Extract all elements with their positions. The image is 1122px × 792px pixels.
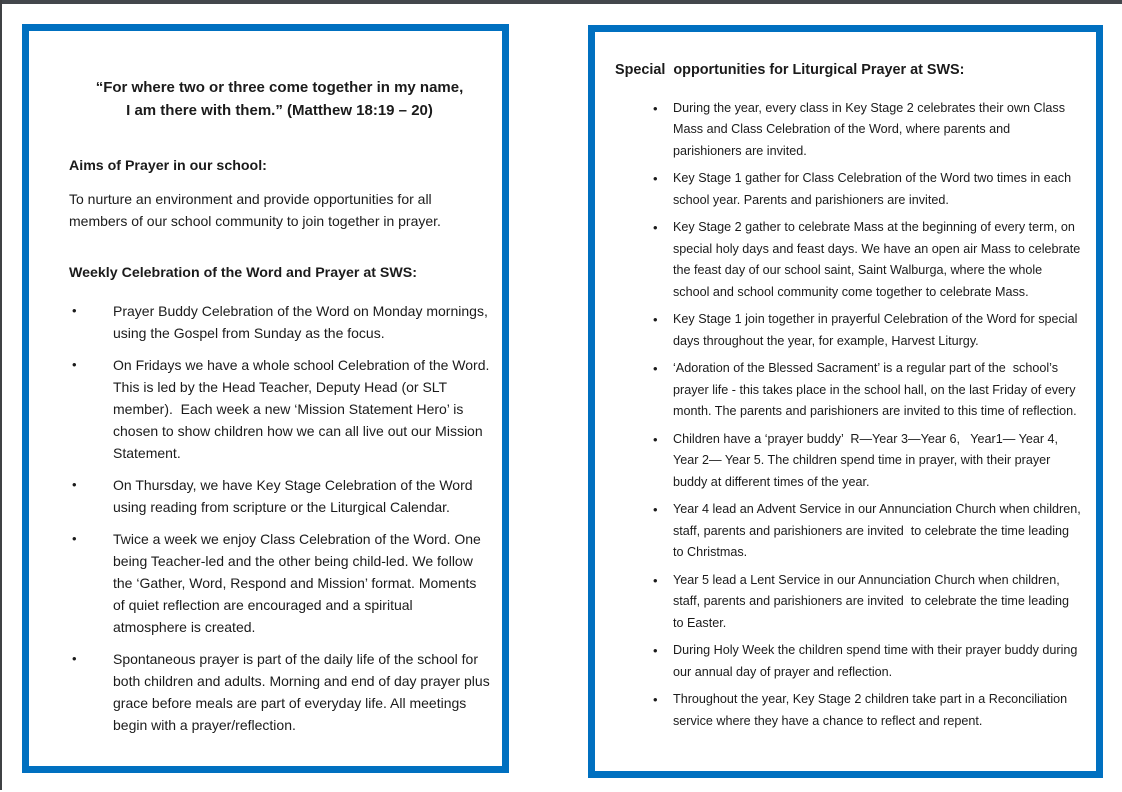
page-right bbox=[588, 25, 1103, 778]
list-item bbox=[615, 499, 1085, 564]
special-opportunities-heading: Special opportunities for Liturgical Prayer at SWS: bbox=[615, 62, 965, 78]
list-item-text: ‘Adoration of the Blessed Sacrament’ is a regular part of the school’s prayer life - this takes place in the school hall, on the last Friday of every month. The parents and parishioners are invited to this time of reflection. bbox=[673, 361, 1083, 418]
aims-paragraph: To nurture an environment and provide opportunities for all members of our school community to join together in prayer. bbox=[69, 191, 441, 229]
list-item-text: On Thursday, we have Key Stage Celebration of the Word using reading from scripture or the Liturgical Calendar. bbox=[113, 477, 477, 515]
bullet-icon: • bbox=[72, 357, 77, 372]
scripture-quote-line-1: “For where two or three come together in my name, bbox=[95, 79, 464, 96]
list-item-text: Spontaneous prayer is part of the daily life of the school for both children and adults. Morning and end of day prayer plus grace before meals are part of everyday life. All meetings begin with a prayer/reflection. bbox=[113, 651, 494, 733]
list-item bbox=[615, 98, 1082, 163]
bullet-icon: • bbox=[653, 220, 658, 235]
scripture-quote bbox=[71, 76, 488, 122]
window-left-edge bbox=[0, 0, 2, 790]
bullet-icon: • bbox=[653, 572, 658, 588]
bullet-icon: • bbox=[653, 692, 658, 707]
scripture-quote-line-2: I am there with them.” (Matthew 18:19 – 20) bbox=[126, 102, 433, 119]
list-item-text: During Holy Week the children spend time with their prayer buddy during our annual day of prayer and reflection. bbox=[673, 643, 1081, 679]
aims-heading: Aims of Prayer in our school: bbox=[69, 158, 267, 174]
list-item bbox=[69, 300, 490, 344]
window-top-edge bbox=[0, 0, 1122, 4]
list-item bbox=[615, 689, 1082, 732]
list-item-text: Key Stage 1 join together in prayerful Celebration of the Word for special days throughout the year, for example, Harvest Liturgy. bbox=[673, 312, 1081, 348]
weekly-bullet-list bbox=[69, 300, 494, 736]
list-item-text: Prayer Buddy Celebration of the Word on Monday mornings, using the Gospel from Sunday as the focus. bbox=[113, 303, 492, 341]
bullet-icon: • bbox=[653, 643, 658, 658]
page-left-content bbox=[29, 31, 502, 736]
page-right-content bbox=[595, 32, 1096, 732]
list-item bbox=[615, 640, 1082, 683]
list-item-text: During the year, every class in Key Stage 2 celebrates their own Class Mass and Class Celebration of the Word, where parents and parishioners are invited. bbox=[673, 100, 1069, 158]
bullet-icon: • bbox=[653, 171, 658, 186]
bullet-icon: • bbox=[653, 502, 658, 517]
list-item bbox=[615, 309, 1082, 352]
list-item-text: Twice a week we enjoy Class Celebration of the Word. One being Teacher-led and the other being child-led. We follow the ‘Gather, Word, Respond and Mission’ format. Moments of quiet reflection are encouraged and a spiritual atmosphere is created. bbox=[113, 531, 485, 635]
page-left bbox=[22, 24, 509, 773]
list-item-text: Key Stage 1 gather for Class Celebration of the Word two times in each school year. Parents and parishioners are invited. bbox=[673, 171, 1075, 207]
list-item bbox=[615, 217, 1082, 303]
bullet-icon: • bbox=[653, 312, 658, 327]
bullet-icon: • bbox=[72, 477, 77, 492]
special-bullet-list bbox=[615, 98, 1085, 733]
bullet-icon: • bbox=[72, 531, 77, 546]
list-item-text: Key Stage 2 gather to celebrate Mass at the beginning of every term, on special holy days and feast days. We have an open air Mass to celebrate the feast day of our school saint, Saint Walburga, where the whole school and school community come together to celebrate Mass. bbox=[673, 220, 1084, 299]
list-item bbox=[69, 474, 490, 518]
list-item-text: Year 5 lead a Lent Service in our Annunciation Church when children, staff, parents and parishioners are invited to celebrate the time leading to Easter. bbox=[673, 572, 1073, 630]
bullet-icon: • bbox=[653, 431, 658, 447]
bullet-icon: • bbox=[653, 361, 658, 376]
bullet-icon: • bbox=[72, 303, 77, 318]
weekly-heading: Weekly Celebration of the Word and Prayer at SWS: bbox=[69, 265, 417, 281]
bullet-icon: • bbox=[653, 100, 658, 116]
bullet-icon: • bbox=[72, 651, 77, 666]
list-item-text: Throughout the year, Key Stage 2 children take part in a Reconciliation service where they have a chance to reflect and repent. bbox=[673, 692, 1071, 728]
list-item bbox=[69, 354, 494, 464]
list-item-text: On Fridays we have a whole school Celebration of the Word. This is led by the Head Teacher, Deputy Head (or SLT member). Each week a new ‘Mission Statement Hero’ is chosen to show children how we can all live out our Mission Statement. bbox=[113, 357, 494, 461]
list-item bbox=[615, 358, 1082, 423]
list-item bbox=[615, 570, 1082, 635]
list-item-text: Children have a ‘prayer buddy’ R—Year 3—Year 6, Year1— Year 4, Year 2— Year 5. The children spend time in prayer, with their prayer buddy at different times of the year. bbox=[673, 431, 1062, 489]
list-item-text: Year 4 lead an Advent Service in our Annunciation Church when children, staff, parents and parishioners are invited to celebrate the time leading to Christmas. bbox=[673, 502, 1085, 559]
list-item bbox=[615, 168, 1082, 211]
list-item bbox=[69, 528, 490, 638]
list-item bbox=[69, 648, 494, 736]
list-item bbox=[615, 429, 1082, 494]
